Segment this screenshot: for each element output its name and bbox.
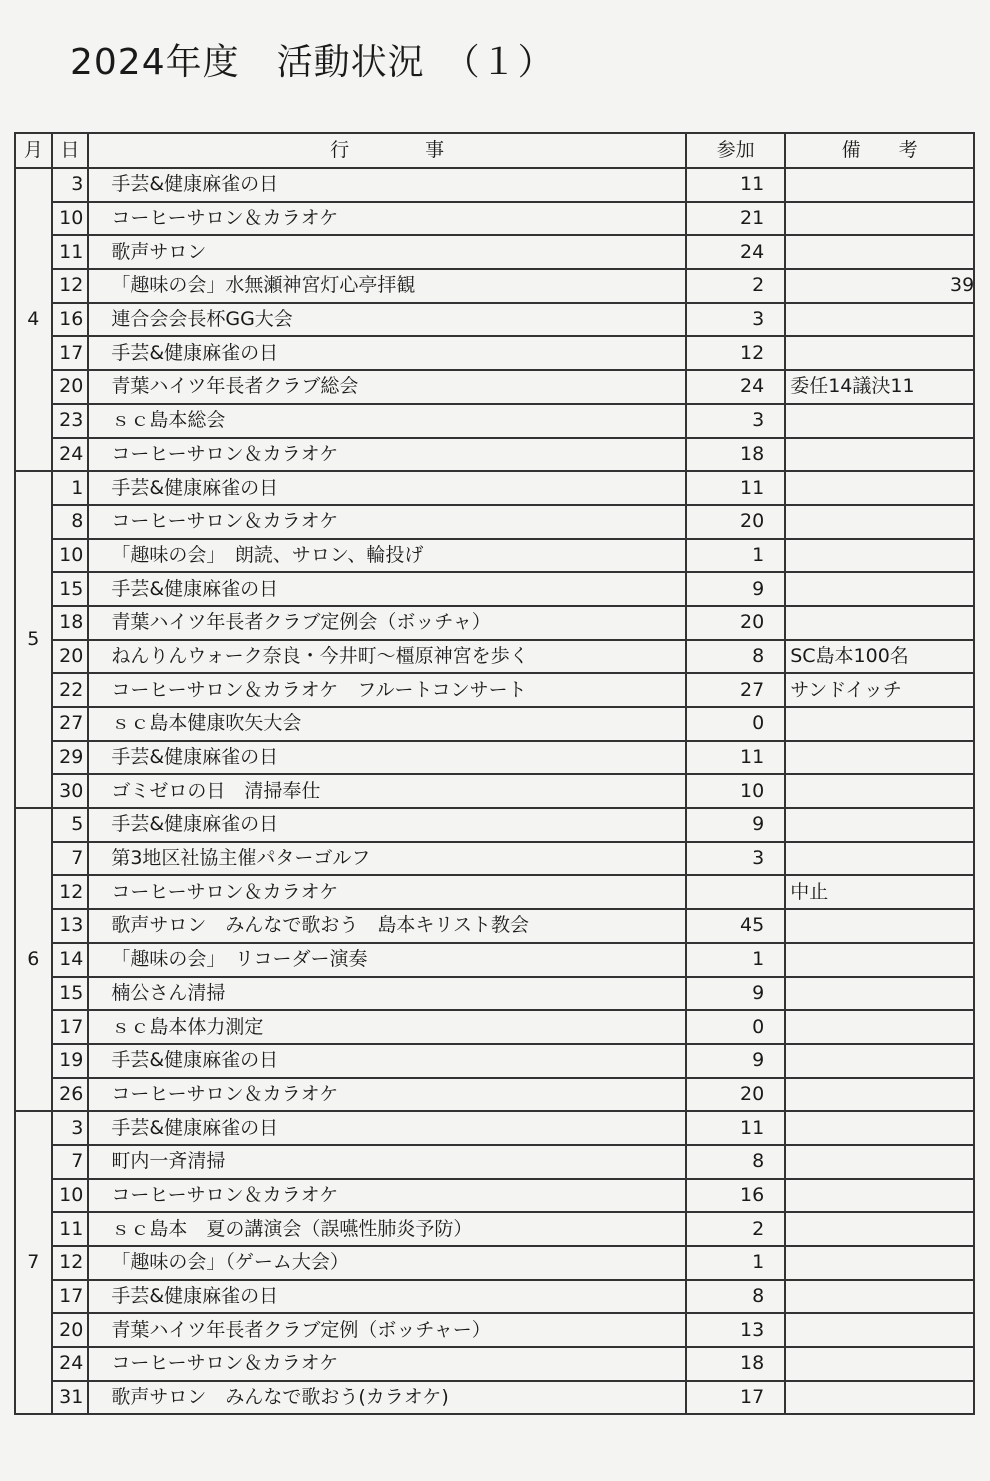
header-notes: 備 考 <box>785 133 974 168</box>
day-cell: 7 <box>52 842 89 876</box>
event-cell: ゴミゼロの日 清掃奉仕 <box>88 774 686 808</box>
day-cell: 12 <box>52 269 89 303</box>
note-cell <box>785 774 974 808</box>
event-cell: ｓｃ島本体力測定 <box>88 1010 686 1044</box>
day-cell: 20 <box>52 1313 89 1347</box>
event-cell: 手芸&健康麻雀の日 <box>88 572 686 606</box>
note-cell <box>785 1246 974 1280</box>
header-event: 行 事 <box>88 133 686 168</box>
day-cell: 1 <box>52 471 89 505</box>
table-row <box>15 1280 974 1314</box>
table-row <box>15 1078 974 1112</box>
note-cell <box>785 1212 974 1246</box>
event-cell: 手芸&健康麻雀の日 <box>88 1280 686 1314</box>
event-cell: コーヒーサロン＆カラオケ <box>88 1347 686 1381</box>
participants-cell: 8 <box>686 1280 785 1314</box>
table-row <box>15 269 974 303</box>
event-cell: コーヒーサロン＆カラオケ <box>88 505 686 539</box>
month-cell: 6 <box>15 808 52 1111</box>
day-cell: 20 <box>52 640 89 674</box>
table-row <box>15 471 974 505</box>
table-row <box>15 1212 974 1246</box>
table-row <box>15 1381 974 1415</box>
day-cell: 20 <box>52 370 89 404</box>
note-cell <box>785 505 974 539</box>
event-cell: ｓｃ島本 夏の講演会（誤嚥性肺炎予防） <box>88 1212 686 1246</box>
note-cell <box>785 977 974 1011</box>
event-cell: 手芸&健康麻雀の日 <box>88 1044 686 1078</box>
participants-cell: 1 <box>686 1246 785 1280</box>
event-cell: 手芸&健康麻雀の日 <box>88 808 686 842</box>
page-title: 2024年度 活動状況 （１） <box>70 42 555 83</box>
table-row <box>15 640 974 674</box>
table-row <box>15 1044 974 1078</box>
note-cell <box>785 336 974 370</box>
day-cell: 16 <box>52 303 89 337</box>
table-row <box>15 1347 974 1381</box>
event-cell: 「趣味の会」水無瀬神宮灯心亭拝観 <box>88 269 686 303</box>
event-cell: 手芸&健康麻雀の日 <box>88 336 686 370</box>
table-row <box>15 943 974 977</box>
table-row <box>15 673 974 707</box>
table-row <box>15 1111 974 1145</box>
side-total: 39 <box>950 274 975 296</box>
table-row <box>15 909 974 943</box>
participants-cell: 20 <box>686 505 785 539</box>
event-cell: コーヒーサロン＆カラオケ <box>88 1078 686 1112</box>
participants-cell: 24 <box>686 235 785 269</box>
table-row <box>15 1145 974 1179</box>
month-cell: 7 <box>15 1111 52 1414</box>
note-cell <box>785 909 974 943</box>
participants-cell: 13 <box>686 1313 785 1347</box>
participants-cell: 16 <box>686 1179 785 1213</box>
note-cell <box>785 303 974 337</box>
day-cell: 12 <box>52 875 89 909</box>
table-row <box>15 572 974 606</box>
day-cell: 7 <box>52 1145 89 1179</box>
day-cell: 31 <box>52 1381 89 1415</box>
note-cell <box>785 1179 974 1213</box>
table-row <box>15 202 974 236</box>
event-cell: 手芸&健康麻雀の日 <box>88 1111 686 1145</box>
day-cell: 27 <box>52 707 89 741</box>
table-row <box>15 505 974 539</box>
event-cell: コーヒーサロン＆カラオケ <box>88 1179 686 1213</box>
participants-cell: 9 <box>686 572 785 606</box>
day-cell: 17 <box>52 1010 89 1044</box>
table-row <box>15 741 974 775</box>
event-cell: 手芸&健康麻雀の日 <box>88 168 686 202</box>
note-cell <box>785 1145 974 1179</box>
note-cell: サンドイッチ <box>785 673 974 707</box>
day-cell: 17 <box>52 336 89 370</box>
event-cell: 歌声サロン みんなで歌おう(カラオケ) <box>88 1381 686 1415</box>
day-cell: 5 <box>52 808 89 842</box>
event-cell: コーヒーサロン＆カラオケ <box>88 202 686 236</box>
event-cell: 歌声サロン <box>88 235 686 269</box>
event-cell: 青葉ハイツ年長者クラブ定例（ボッチャー） <box>88 1313 686 1347</box>
note-cell <box>785 572 974 606</box>
participants-cell: 17 <box>686 1381 785 1415</box>
note-cell <box>785 404 974 438</box>
participants-cell: 3 <box>686 842 785 876</box>
table-row <box>15 1179 974 1213</box>
participants-cell: 0 <box>686 1010 785 1044</box>
day-cell: 12 <box>52 1246 89 1280</box>
day-cell: 8 <box>52 505 89 539</box>
event-cell: 「趣味の会」（ゲーム大会） <box>88 1246 686 1280</box>
note-cell <box>785 1078 974 1112</box>
event-cell: 第3地区社協主催パターゴルフ <box>88 842 686 876</box>
participants-cell: 11 <box>686 1111 785 1145</box>
participants-cell: 20 <box>686 1078 785 1112</box>
day-cell: 19 <box>52 1044 89 1078</box>
event-cell: コーヒーサロン＆カラオケ <box>88 438 686 472</box>
header-day: 日 <box>52 133 89 168</box>
day-cell: 18 <box>52 606 89 640</box>
table-row <box>15 875 974 909</box>
note-cell <box>785 1280 974 1314</box>
header-month: 月 <box>15 133 52 168</box>
note-cell <box>785 202 974 236</box>
day-cell: 3 <box>52 1111 89 1145</box>
month-cell: 4 <box>15 168 52 471</box>
day-cell: 17 <box>52 1280 89 1314</box>
note-cell <box>785 606 974 640</box>
table-row <box>15 438 974 472</box>
note-cell: SC島本100名 <box>785 640 974 674</box>
event-cell: 「趣味の会」 リコーダー演奏 <box>88 943 686 977</box>
day-cell: 24 <box>52 438 89 472</box>
note-cell <box>785 808 974 842</box>
event-cell: コーヒーサロン＆カラオケ フルートコンサート <box>88 673 686 707</box>
note-cell <box>785 707 974 741</box>
participants-cell: 20 <box>686 606 785 640</box>
participants-cell: 1 <box>686 539 785 573</box>
day-cell: 23 <box>52 404 89 438</box>
note-cell <box>785 1347 974 1381</box>
participants-cell: 24 <box>686 370 785 404</box>
participants-cell <box>686 875 785 909</box>
table-row <box>15 235 974 269</box>
note-cell <box>785 943 974 977</box>
day-cell: 11 <box>52 235 89 269</box>
event-cell: 青葉ハイツ年長者クラブ定例会（ボッチャ） <box>88 606 686 640</box>
day-cell: 15 <box>52 572 89 606</box>
note-cell <box>785 1313 974 1347</box>
note-cell <box>785 269 974 303</box>
note-cell: 委任14議決11 <box>785 370 974 404</box>
participants-cell: 0 <box>686 707 785 741</box>
header-row <box>15 133 974 168</box>
day-cell: 29 <box>52 741 89 775</box>
note-cell <box>785 539 974 573</box>
event-cell: 手芸&健康麻雀の日 <box>88 471 686 505</box>
table-row <box>15 1010 974 1044</box>
table-row <box>15 977 974 1011</box>
table-row <box>15 1246 974 1280</box>
event-cell: ｓｃ島本総会 <box>88 404 686 438</box>
table-row <box>15 404 974 438</box>
participants-cell: 18 <box>686 1347 785 1381</box>
note-cell <box>785 1044 974 1078</box>
participants-cell: 12 <box>686 336 785 370</box>
table-row <box>15 808 974 842</box>
participants-cell: 3 <box>686 404 785 438</box>
table-row <box>15 336 974 370</box>
note-cell <box>785 438 974 472</box>
event-cell: 連合会会長杯GG大会 <box>88 303 686 337</box>
header-participants: 参加 <box>686 133 785 168</box>
table-row <box>15 842 974 876</box>
participants-cell: 3 <box>686 303 785 337</box>
day-cell: 10 <box>52 1179 89 1213</box>
participants-cell: 45 <box>686 909 785 943</box>
note-cell <box>785 1381 974 1415</box>
table-row <box>15 539 974 573</box>
participants-cell: 2 <box>686 269 785 303</box>
participants-cell: 10 <box>686 774 785 808</box>
day-cell: 13 <box>52 909 89 943</box>
participants-cell: 11 <box>686 168 785 202</box>
event-cell: 楠公さん清掃 <box>88 977 686 1011</box>
event-cell: 「趣味の会」 朗読、サロン、輪投げ <box>88 539 686 573</box>
event-cell: 手芸&健康麻雀の日 <box>88 741 686 775</box>
participants-cell: 2 <box>686 1212 785 1246</box>
day-cell: 22 <box>52 673 89 707</box>
note-cell <box>785 471 974 505</box>
participants-cell: 9 <box>686 977 785 1011</box>
event-cell: 歌声サロン みんなで歌おう 島本キリスト教会 <box>88 909 686 943</box>
participants-cell: 1 <box>686 943 785 977</box>
note-cell: 中止 <box>785 875 974 909</box>
event-cell: 青葉ハイツ年長者クラブ総会 <box>88 370 686 404</box>
table-row <box>15 707 974 741</box>
participants-cell: 11 <box>686 471 785 505</box>
table-row <box>15 168 974 202</box>
day-cell: 14 <box>52 943 89 977</box>
note-cell <box>785 168 974 202</box>
participants-cell: 21 <box>686 202 785 236</box>
table-body <box>15 168 974 1414</box>
event-cell: ｓｃ島本健康吹矢大会 <box>88 707 686 741</box>
table-row <box>15 774 974 808</box>
participants-cell: 18 <box>686 438 785 472</box>
participants-cell: 9 <box>686 808 785 842</box>
event-cell: ねんりんウォーク奈良・今井町～橿原神宮を歩く <box>88 640 686 674</box>
day-cell: 11 <box>52 1212 89 1246</box>
participants-cell: 27 <box>686 673 785 707</box>
day-cell: 10 <box>52 539 89 573</box>
activity-table <box>14 132 975 1415</box>
note-cell <box>785 235 974 269</box>
participants-cell: 9 <box>686 1044 785 1078</box>
table-row <box>15 606 974 640</box>
note-cell <box>785 1111 974 1145</box>
day-cell: 24 <box>52 1347 89 1381</box>
participants-cell: 11 <box>686 741 785 775</box>
day-cell: 10 <box>52 202 89 236</box>
participants-cell: 8 <box>686 1145 785 1179</box>
day-cell: 3 <box>52 168 89 202</box>
note-cell <box>785 741 974 775</box>
note-cell <box>785 1010 974 1044</box>
day-cell: 15 <box>52 977 89 1011</box>
participants-cell: 8 <box>686 640 785 674</box>
event-cell: 町内一斉清掃 <box>88 1145 686 1179</box>
table-row <box>15 1313 974 1347</box>
event-cell: コーヒーサロン＆カラオケ <box>88 875 686 909</box>
note-cell <box>785 842 974 876</box>
day-cell: 30 <box>52 774 89 808</box>
table-row <box>15 303 974 337</box>
month-cell: 5 <box>15 471 52 808</box>
table-row <box>15 370 974 404</box>
day-cell: 26 <box>52 1078 89 1112</box>
